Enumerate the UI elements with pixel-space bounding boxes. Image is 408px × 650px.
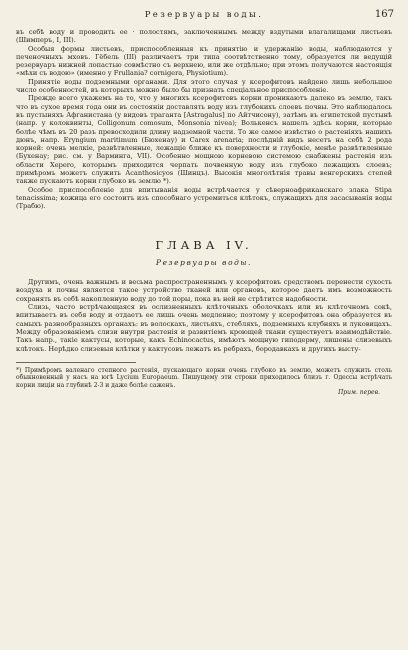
footnote-divider (16, 362, 136, 363)
paragraph-underground-organs: Принятіе воды подземными органами. Для этого случая у ксерофитовъ найдено лишь небольшое число особенностей, въ которыхъ можно было бы признать спеціальное приспособленіе. (16, 77, 392, 95)
paragraph-deep-roots: Прежде всего укажемъ на то, что у многихъ ксерофитовъ корни проникаютъ далеко въ землю, такъ что въ сухое время года они въ состояніи доставлять воду изъ глубокихъ слоевъ почвы. Это наблюдалось въ пустыняхъ Афганистана (у видовъ траганта [Astragalus] по Айтчисону), затѣмъ въ египетской пустынѣ (напр. у колоквинты, Colligonum comosum, Monsonia nivea); Волькенсъ нашелъ здѣсь корни, которые болѣе чѣмъ въ 20 разъ превосходили длину надземной части. То же самое извѣстно о растеніяхъ нашихъ дюнъ, напр. Eryngium maritimum (Бюхенау) и Carex arenaria; послѣдній видъ несетъ на себѣ 2 рода корней: очень мелкіе, развѣтвленные, лежащіе ближе къ поверхности и глубокіе, менѣе развѣтвленные (Бухенау; рис. см. у Варминга, VII). Особенно мощною корневою системою снабжены растенія изъ области Херero, которымъ приходится черпать почвенную воду изъ глубоко лежащихъ слоевъ; примѣромъ можетъ служить Acanthosicyos (Шинцъ). Высокія многолѣтнія травы венгерскихъ степей также пускаютъ корни глубоко въ землю *). (16, 94, 392, 186)
running-title: Резервуары воды. (144, 10, 264, 20)
page-number: 167 (374, 9, 394, 20)
paragraph-mucilage: Слизь, часто встрѣчающаяся въ ослизненныхъ клѣточныхъ оболочкахъ или въ клѣточномъ сокѣ, впитываетъ въ себя воду и отдаетъ ее лишь очень медленно; поэтому у ксерофитовъ она образуется въ самыхъ разнообразныхъ органахъ: въ волоскахъ, листьяхъ, стебляхъ, подземныхъ клубняхъ и луковицахъ. Между образованіемъ слизи внутри растенія и развитіемъ кроющей ткани существуетъ взаимодѣйствіе. Такъ напр., такіе кактусы, которые, какъ Echinocactus, имѣютъ мощную гиподерму, лишены слизевыхъ клѣтокъ. Нерѣдко слизевыя клѣтки у кактусовъ лежатъ въ ребрахъ, бородавкахъ и другихъ высту- (16, 303, 392, 353)
running-header (0, 10, 408, 24)
footnote-signature: Прим. перев. (338, 389, 380, 397)
footnote-text: *) Примѣромъ валенаго степного растенія, пускающаго корни очень глубоко въ землю, можетъ служить столь обыкновенный у насъ на югѣ Lycium Europaeum. Пишущему эти строки приходилось близъ г. Одессы встрѣчать корни лиціи на глубинѣ 2-3 и даже болѣе саженъ. (16, 366, 392, 389)
paragraph-liverworts: Особыя формы листьевъ, приспособленныя къ принятію и удержанію воды, наблюдаются у печеночныхъ мховъ. Гёбель (III) различаетъ три типа соотвѣтственно тому, образуется ли ведущій резервуаръ нижней лопастью совмѣстно съ верхнею, или же отдѣльно; при этомъ получаются настоящія «мѣхи съ водою» (именно у Frullania? cornigera, Physiotium). (16, 44, 392, 78)
page-body (16, 28, 392, 397)
chapter-heading: ГЛАВА IV. (155, 237, 253, 252)
chapter-subtitle: Резервуары воды. (156, 257, 252, 267)
paragraph-stipa: Особое приспособленіе для впитыванія воды встрѣчается у сѣверноафриканскаго злака Stipa tenacissima; кожица его состоитъ изъ способнаго устремиться клѣтокъ, служащихъ для засасыванія воды (Трабю). (16, 185, 392, 211)
paragraph-continuation: въ себѣ воду и проводить ее · полостямъ, заключеннымъ между вздутыми влагалищами листьевъ (Шимперъ, I, III). (16, 28, 392, 45)
paragraph-water-storage: Другимъ, очень важнымъ и весьма распространеннымъ у ксерофитовъ средствомъ перенести сухость воздуха и почвы является такое устройство тканей или органовъ, которое даетъ имъ возможность сохранять въ себѣ накопленную воду до той поры, пока въ ней не стрѣтится надобности. (16, 278, 392, 303)
